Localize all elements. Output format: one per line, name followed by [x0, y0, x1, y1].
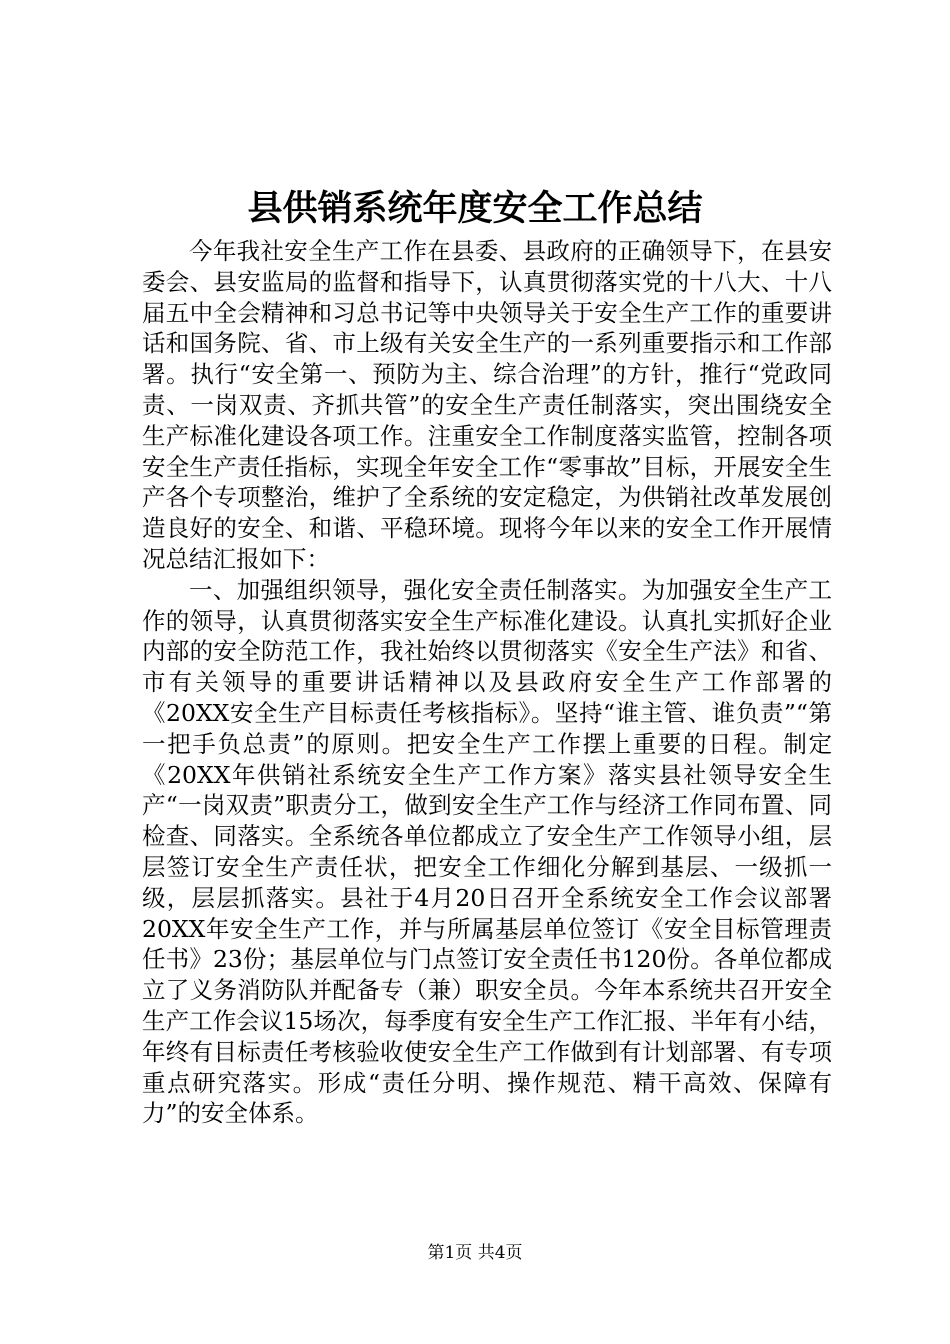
paragraph-intro: 今年我社安全生产工作在县委、县政府的正确领导下，在县安委会、县安监局的监督和指导下，认真贯彻落实党的十八大、十八届五中全会精神和习总书记等中央领导关于安全生产工作的重要讲话和国务院、省、市上级有关安全生产的一系列重要指示和工作部署。执行“安全第一、预防为主、综合治理”的方针，推行“党政同责、一岗双责、齐抓共管”的安全生产责任制落实，突出围绕安全生产标准化建设各项工作。注重安全工作制度落实监管，控制各项安全生产责任指标，实现全年安全工作“零事故”目标，开展安全生产各个专项整治，维护了全系统的安定稳定，为供销社改革发展创造良好的安全、和谐、平稳环境。现将今年以来的安全工作开展情况总结汇报如下：	[142, 237, 832, 573]
paragraph-section-1: 一、加强组织领导，强化安全责任制落实。为加强安全生产工作的领导，认真贯彻落实安全生产标准化建设。认真扎实抓好企业内部的安全防范工作，我社始终以贯彻落实《安全生产法》和省、市有关领导的重要讲话精神以及县政府安全生产工作部署的《20XX安全生产目标责任考核指标》。坚持“谁主管、谁负责”“第一把手负总责”的原则。把安全生产工作摆上重要的日程。制定《20XX年供销社系统安全生产工作方案》落实县社领导安全生产“一岗双责”职责分工，做到安全生产工作与经济工作同布置、同检查、同落实。全系统各单位都成立了安全生产工作领导小组，层层签订安全生产责任状，把安全工作细化分解到基层、一级抓一级，层层抓落实。县社于4月20日召开全系统安全工作会议部署20XX年安全生产工作，并与所属基层单位签订《安全目标管理责任书》23份；基层单位与门点签订安全责任书120份。各单位都成立了义务消防队并配备专（兼）职安全员。今年本系统共召开安全生产工作会议15场次，每季度有安全生产工作汇报、半年有小结，年终有目标责任考核验收使安全生产工作做到有计划部署、有专项重点研究落实。形成“责任分明、操作规范、精干高效、保障有力”的安全体系。	[142, 575, 832, 1128]
page-number-footer: 第1页 共4页	[427, 1243, 523, 1263]
document-title: 县供销系统年度安全工作总结	[247, 189, 703, 229]
document-body	[142, 236, 832, 1129]
